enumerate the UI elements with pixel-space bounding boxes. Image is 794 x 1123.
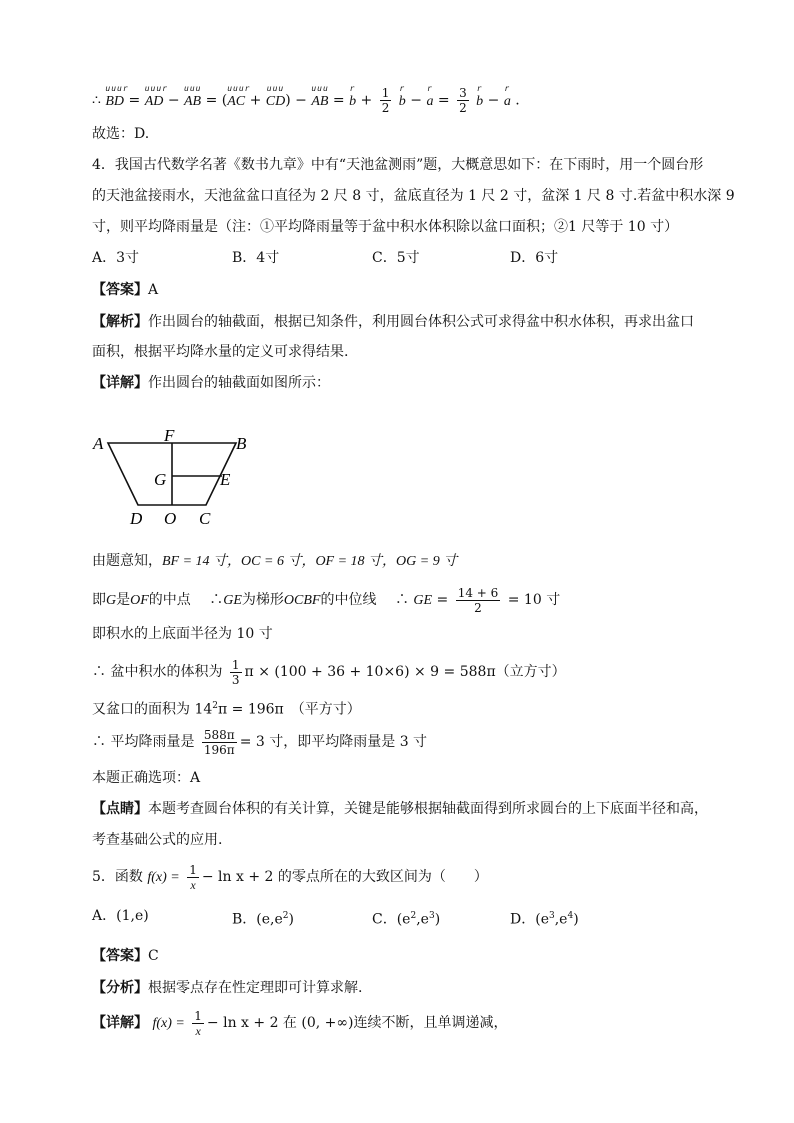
label-f: F: [164, 426, 175, 445]
q4-option-a: A．3寸: [92, 250, 140, 266]
q4-area: 又盆口的面积为 $14^2\pi = 196\pi$ （平方寸）: [92, 701, 361, 718]
therefore-symbol: ∴: [92, 92, 101, 109]
q5-detail: 【详解】 f(x) = $\frac{1}{x}$ − ln x + 2 在 (0, +∞)连续不断，且单调递减，: [92, 1008, 508, 1038]
q4-answer: 【答案】A: [92, 282, 159, 298]
q4-stem-line2: 的天池盆接雨水，天池盆盆口直径为 2 尺 8 寸，盆底直径为 1 尺 2 寸，盆深 1 尺 8 寸.若盆中积水深 9: [92, 188, 735, 204]
label-g: G: [154, 470, 167, 489]
vector-b: r b: [349, 83, 357, 109]
label-c: C: [199, 509, 211, 528]
fraction-midline: $\frac{14 + 6}{2}$: [457, 585, 499, 615]
q4-midline: 即G是OF的中点 ∴GE为梯形OCBF的中位线 ∴ GE = $\frac{14 + 6}{2}$ = 10 寸: [92, 585, 561, 615]
fraction-half: $\frac{1}{2}$: [381, 86, 390, 115]
q5-stem: 5．函数 f(x) = $\frac{1}{x}$ − ln x + 2 的零点所在的大致区间为（ ）: [92, 862, 488, 892]
q4-radius: 即积水的上底面半径为 10 寸: [92, 626, 273, 642]
fraction-one-over-x: $\frac{1}{x}$: [189, 862, 197, 892]
q5-option-d: D．$(e^3,e^4)$: [510, 911, 579, 928]
label-b: B: [236, 434, 247, 453]
trapezoid-figure: [88, 425, 263, 530]
fraction-rainfall: $\frac{588\pi}{196\pi}$: [203, 727, 235, 757]
vector-a-2: r a: [503, 83, 511, 109]
vector-ac: uuur AC: [227, 83, 251, 109]
q4-detail: 【详解】作出圆台的轴截面如图所示：: [92, 375, 330, 391]
label-d: D: [130, 509, 143, 528]
q4-option-b: B．4寸: [232, 250, 280, 266]
label-e: E: [220, 470, 231, 489]
q4-stem-line3: 寸，则平均降雨量是（注：①平均降雨量等于盆中积水体积除以盆口面积；②1 尺等于 10 寸）: [92, 219, 679, 235]
vector-bd: uuur BD: [105, 83, 129, 109]
fraction-one-over-x-2: $\frac{1}{x}$: [194, 1008, 202, 1038]
q4-volume: ∴ 盆中积水的体积为 $\frac{1}{3}$ π × (100 + 36 + 10×6) × 9 = 588π（立方寸）: [92, 657, 566, 687]
vector-formula-line: ∴ uuur BD = uuur AD − uuu AB = ( uuur AC + uuu CD) − uuu AB = r b + $\frac{1}{2}$ r b − r a = $\frac{3}{2}$ r b − r a .: [92, 83, 520, 115]
vector-b-3: r b: [476, 83, 484, 109]
q5-option-c: C．$(e^2,e^3)$: [372, 911, 441, 928]
q5-answer: 【答案】C: [92, 948, 159, 964]
q5-option-b: B．$(e,e^2)$: [232, 911, 294, 928]
q4-analysis-line2: 面积，根据平均降水量的定义可求得结果.: [92, 344, 349, 360]
q4-rainfall: ∴ 平均降雨量是 $\frac{588\pi}{196\pi}$ = 3 寸，即平均降雨量是 3 寸: [92, 727, 428, 757]
q4-stem-line1: 4．我国古代数学名著《数书九章》中有“天池盆测雨”题，大概意思如下：在下雨时，用一个圆台形: [92, 157, 704, 173]
vector-ab: uuu AB: [184, 83, 202, 109]
label-a: A: [93, 434, 104, 453]
vector-ad: uuur AD: [144, 83, 168, 109]
fraction-three-halves: $\frac{3}{2}$: [459, 86, 467, 115]
q4-option-c: C．5寸: [372, 250, 420, 266]
q4-correct-option: 本题正确选项：A: [92, 770, 201, 786]
vector-a: r a: [426, 83, 434, 109]
label-o: O: [164, 509, 177, 528]
vector-b-2: r b: [398, 83, 406, 109]
q4-given: 由题意知，BF = 14 寸，OC = 6 寸，OF = 18 寸，OG = 9 寸: [92, 553, 458, 569]
q4-comment-line1: 【点睛】本题考查圆台体积的有关计算，关键是能够根据轴截面得到所求圆台的上下底面半径和高，: [92, 801, 708, 817]
q4-comment-line2: 考查基础公式的应用.: [92, 832, 223, 848]
vector-ab-2: uuu AB: [311, 83, 329, 109]
q5-option-a: A．(1,e): [92, 908, 149, 924]
fraction-one-third: $\frac{1}{3}$: [231, 657, 240, 687]
q4-option-d: D．6寸: [510, 250, 559, 266]
q3-answer: 故选：D.: [92, 126, 150, 142]
vector-cd: uuu CD: [265, 83, 286, 109]
q4-analysis-line1: 【解析】作出圆台的轴截面，根据已知条件，利用圆台体积公式可求得盆中积水体积，再求出盆口: [92, 314, 694, 330]
q5-analysis: 【分析】根据零点存在性定理即可计算求解.: [92, 980, 363, 996]
